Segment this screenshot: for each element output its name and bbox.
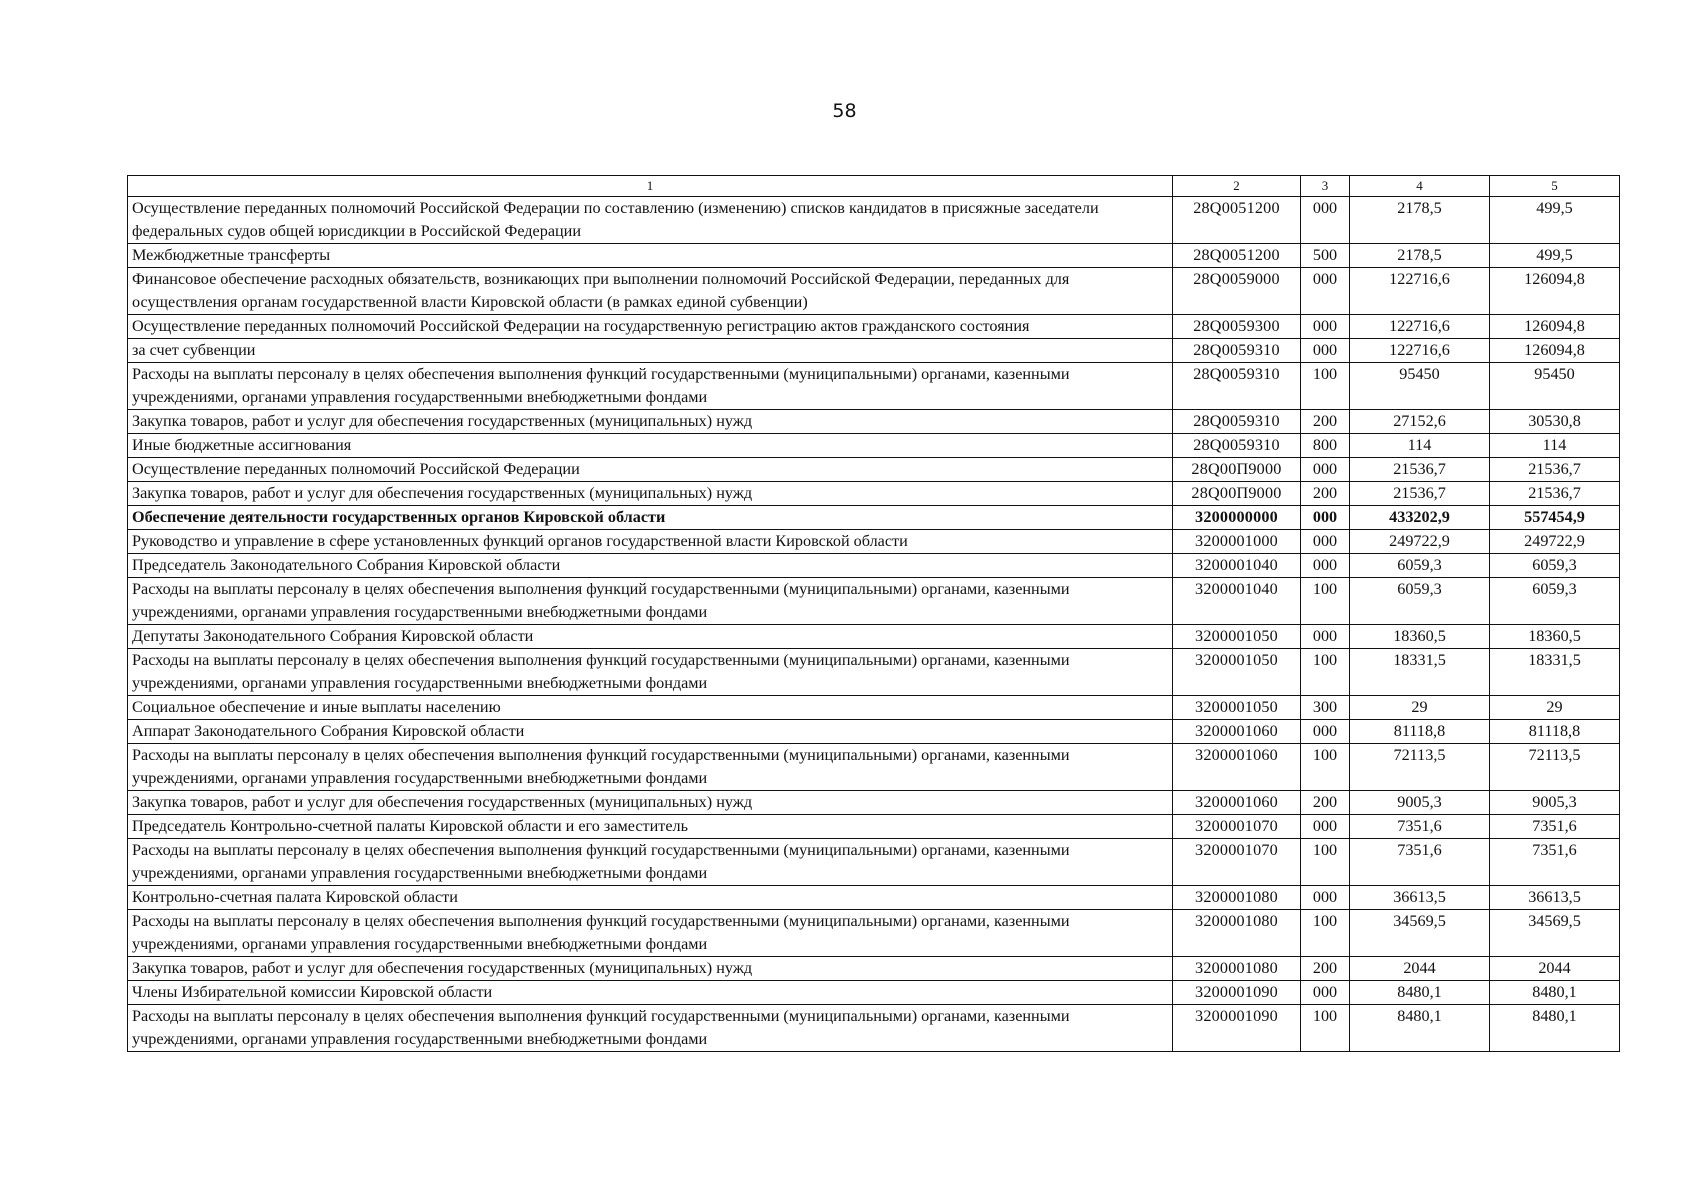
row-value-1-cell: 8480,1 bbox=[1350, 981, 1490, 1005]
row-name-cell: Осуществление переданных полномочий Российской Федерации по составлению (изменению) списков кандидатов в присяжные заседатели федеральных судов общей юрисдикции в Российской Федерации bbox=[128, 197, 1173, 244]
row-code-cell: 3200001000 bbox=[1173, 530, 1301, 554]
row-name-cell: Расходы на выплаты персоналу в целях обеспечения выполнения функций государственными (муниципальными) органами, казенными учреждениями, органами управления государственными внебюджетными фондами bbox=[128, 744, 1173, 791]
header-col-3: 3 bbox=[1301, 176, 1350, 197]
row-value-2-cell: 18331,5 bbox=[1490, 649, 1620, 696]
row-code-cell: 3200001060 bbox=[1173, 720, 1301, 744]
row-value-1-cell: 95450 bbox=[1350, 363, 1490, 410]
header-col-1: 1 bbox=[128, 176, 1173, 197]
table-row bbox=[128, 530, 1620, 554]
row-value-1-cell: 2044 bbox=[1350, 957, 1490, 981]
table-row bbox=[128, 839, 1620, 886]
table-row bbox=[128, 649, 1620, 696]
table-row bbox=[128, 197, 1620, 244]
row-value-2-cell: 36613,5 bbox=[1490, 886, 1620, 910]
row-code-cell: 3200001070 bbox=[1173, 839, 1301, 886]
table-row bbox=[128, 506, 1620, 530]
row-code-cell: 3200000000 bbox=[1173, 506, 1301, 530]
row-value-1-cell: 2178,5 bbox=[1350, 197, 1490, 244]
row-type-cell: 000 bbox=[1301, 458, 1350, 482]
row-code-cell: 28Q00П9000 bbox=[1173, 458, 1301, 482]
row-code-cell: 28Q0059000 bbox=[1173, 268, 1301, 315]
table-row bbox=[128, 720, 1620, 744]
row-value-2-cell: 29 bbox=[1490, 696, 1620, 720]
row-value-1-cell: 29 bbox=[1350, 696, 1490, 720]
row-name-cell: Расходы на выплаты персоналу в целях обеспечения выполнения функций государственными (муниципальными) органами, казенными учреждениями, органами управления государственными внебюджетными фондами bbox=[128, 910, 1173, 957]
row-value-2-cell: 34569,5 bbox=[1490, 910, 1620, 957]
row-value-1-cell: 18360,5 bbox=[1350, 625, 1490, 649]
row-value-2-cell: 126094,8 bbox=[1490, 315, 1620, 339]
row-value-2-cell: 18360,5 bbox=[1490, 625, 1620, 649]
table-row bbox=[128, 1005, 1620, 1052]
row-type-cell: 100 bbox=[1301, 839, 1350, 886]
row-code-cell: 28Q0051200 bbox=[1173, 197, 1301, 244]
row-value-1-cell: 114 bbox=[1350, 434, 1490, 458]
row-code-cell: 28Q0059310 bbox=[1173, 434, 1301, 458]
row-type-cell: 200 bbox=[1301, 957, 1350, 981]
row-value-2-cell: 557454,9 bbox=[1490, 506, 1620, 530]
row-type-cell: 000 bbox=[1301, 268, 1350, 315]
row-value-1-cell: 122716,6 bbox=[1350, 268, 1490, 315]
row-value-1-cell: 249722,9 bbox=[1350, 530, 1490, 554]
row-name-cell: Закупка товаров, работ и услуг для обеспечения государственных (муниципальных) нужд bbox=[128, 410, 1173, 434]
row-value-2-cell: 8480,1 bbox=[1490, 1005, 1620, 1052]
table-row bbox=[128, 625, 1620, 649]
row-code-cell: 28Q0059310 bbox=[1173, 410, 1301, 434]
row-code-cell: 3200001040 bbox=[1173, 554, 1301, 578]
table-row bbox=[128, 434, 1620, 458]
header-col-2: 2 bbox=[1173, 176, 1301, 197]
row-value-1-cell: 18331,5 bbox=[1350, 649, 1490, 696]
row-code-cell: 3200001060 bbox=[1173, 744, 1301, 791]
table-row bbox=[128, 815, 1620, 839]
row-type-cell: 100 bbox=[1301, 744, 1350, 791]
table-row bbox=[128, 910, 1620, 957]
header-col-4: 4 bbox=[1350, 176, 1490, 197]
row-code-cell: 28Q00П9000 bbox=[1173, 482, 1301, 506]
row-type-cell: 000 bbox=[1301, 506, 1350, 530]
row-value-2-cell: 81118,8 bbox=[1490, 720, 1620, 744]
row-type-cell: 200 bbox=[1301, 791, 1350, 815]
row-name-cell: Члены Избирательной комиссии Кировской области bbox=[128, 981, 1173, 1005]
row-type-cell: 000 bbox=[1301, 886, 1350, 910]
table-row bbox=[128, 268, 1620, 315]
row-value-2-cell: 7351,6 bbox=[1490, 815, 1620, 839]
row-code-cell: 3200001050 bbox=[1173, 696, 1301, 720]
row-code-cell: 3200001080 bbox=[1173, 910, 1301, 957]
row-value-1-cell: 9005,3 bbox=[1350, 791, 1490, 815]
row-name-cell: Председатель Законодательного Собрания Кировской области bbox=[128, 554, 1173, 578]
row-type-cell: 000 bbox=[1301, 625, 1350, 649]
row-value-1-cell: 8480,1 bbox=[1350, 1005, 1490, 1052]
row-value-2-cell: 7351,6 bbox=[1490, 839, 1620, 886]
row-code-cell: 28Q0059310 bbox=[1173, 339, 1301, 363]
row-type-cell: 200 bbox=[1301, 482, 1350, 506]
row-code-cell: 3200001090 bbox=[1173, 981, 1301, 1005]
row-code-cell: 28Q0051200 bbox=[1173, 244, 1301, 268]
header-col-5: 5 bbox=[1490, 176, 1620, 197]
row-value-1-cell: 433202,9 bbox=[1350, 506, 1490, 530]
row-value-1-cell: 122716,6 bbox=[1350, 339, 1490, 363]
row-value-2-cell: 21536,7 bbox=[1490, 458, 1620, 482]
row-code-cell: 3200001080 bbox=[1173, 957, 1301, 981]
row-name-cell: Контрольно-счетная палата Кировской области bbox=[128, 886, 1173, 910]
table-row bbox=[128, 744, 1620, 791]
row-value-1-cell: 34569,5 bbox=[1350, 910, 1490, 957]
row-value-2-cell: 72113,5 bbox=[1490, 744, 1620, 791]
row-type-cell: 100 bbox=[1301, 578, 1350, 625]
row-code-cell: 3200001040 bbox=[1173, 578, 1301, 625]
row-value-1-cell: 7351,6 bbox=[1350, 839, 1490, 886]
row-code-cell: 3200001050 bbox=[1173, 649, 1301, 696]
page-number: 58 bbox=[832, 100, 857, 122]
row-name-cell: Председатель Контрольно-счетной палаты Кировской области и его заместитель bbox=[128, 815, 1173, 839]
row-type-cell: 000 bbox=[1301, 315, 1350, 339]
row-value-1-cell: 6059,3 bbox=[1350, 554, 1490, 578]
row-type-cell: 200 bbox=[1301, 410, 1350, 434]
row-value-2-cell: 21536,7 bbox=[1490, 482, 1620, 506]
row-value-1-cell: 6059,3 bbox=[1350, 578, 1490, 625]
table-row bbox=[128, 578, 1620, 625]
row-name-cell: Расходы на выплаты персоналу в целях обеспечения выполнения функций государственными (муниципальными) органами, казенными учреждениями, органами управления государственными внебюджетными фондами bbox=[128, 578, 1173, 625]
row-value-1-cell: 27152,6 bbox=[1350, 410, 1490, 434]
table-row bbox=[128, 410, 1620, 434]
table-row bbox=[128, 696, 1620, 720]
row-code-cell: 28Q0059310 bbox=[1173, 363, 1301, 410]
row-value-2-cell: 499,5 bbox=[1490, 244, 1620, 268]
table-body bbox=[128, 197, 1620, 1052]
row-type-cell: 000 bbox=[1301, 197, 1350, 244]
row-value-1-cell: 81118,8 bbox=[1350, 720, 1490, 744]
table-row bbox=[128, 554, 1620, 578]
table-row bbox=[128, 339, 1620, 363]
row-type-cell: 000 bbox=[1301, 530, 1350, 554]
row-name-cell: Депутаты Законодательного Собрания Кировской области bbox=[128, 625, 1173, 649]
row-value-2-cell: 114 bbox=[1490, 434, 1620, 458]
row-value-2-cell: 6059,3 bbox=[1490, 578, 1620, 625]
row-name-cell: Расходы на выплаты персоналу в целях обеспечения выполнения функций государственными (муниципальными) органами, казенными учреждениями, органами управления государственными внебюджетными фондами bbox=[128, 649, 1173, 696]
row-type-cell: 100 bbox=[1301, 910, 1350, 957]
row-code-cell: 28Q0059300 bbox=[1173, 315, 1301, 339]
row-name-cell: Обеспечение деятельности государственных органов Кировской области bbox=[128, 506, 1173, 530]
row-type-cell: 100 bbox=[1301, 1005, 1350, 1052]
row-name-cell: Осуществление переданных полномочий Российской Федерации на государственную регистрацию актов гражданского состояния bbox=[128, 315, 1173, 339]
row-value-2-cell: 30530,8 bbox=[1490, 410, 1620, 434]
row-code-cell: 3200001060 bbox=[1173, 791, 1301, 815]
row-value-1-cell: 72113,5 bbox=[1350, 744, 1490, 791]
row-name-cell: Расходы на выплаты персоналу в целях обеспечения выполнения функций государственными (муниципальными) органами, казенными учреждениями, органами управления государственными внебюджетными фондами bbox=[128, 1005, 1173, 1052]
table-row bbox=[128, 957, 1620, 981]
row-value-2-cell: 2044 bbox=[1490, 957, 1620, 981]
table-row bbox=[128, 458, 1620, 482]
row-type-cell: 300 bbox=[1301, 696, 1350, 720]
row-type-cell: 000 bbox=[1301, 981, 1350, 1005]
row-name-cell: Иные бюджетные ассигнования bbox=[128, 434, 1173, 458]
row-value-2-cell: 8480,1 bbox=[1490, 981, 1620, 1005]
row-name-cell: Закупка товаров, работ и услуг для обеспечения государственных (муниципальных) нужд bbox=[128, 957, 1173, 981]
row-value-2-cell: 499,5 bbox=[1490, 197, 1620, 244]
row-value-1-cell: 7351,6 bbox=[1350, 815, 1490, 839]
row-name-cell: Финансовое обеспечение расходных обязательств, возникающих при выполнении полномочий Российской Федерации, переданных для осуществления органам государственной власти Кировской области (в рамках единой субвенции) bbox=[128, 268, 1173, 315]
row-value-1-cell: 21536,7 bbox=[1350, 458, 1490, 482]
row-value-2-cell: 6059,3 bbox=[1490, 554, 1620, 578]
row-type-cell: 000 bbox=[1301, 339, 1350, 363]
row-name-cell: Закупка товаров, работ и услуг для обеспечения государственных (муниципальных) нужд bbox=[128, 482, 1173, 506]
row-code-cell: 3200001090 bbox=[1173, 1005, 1301, 1052]
row-type-cell: 000 bbox=[1301, 554, 1350, 578]
row-value-1-cell: 36613,5 bbox=[1350, 886, 1490, 910]
row-type-cell: 100 bbox=[1301, 649, 1350, 696]
header-row bbox=[128, 176, 1620, 197]
table-row bbox=[128, 482, 1620, 506]
row-name-cell: Закупка товаров, работ и услуг для обеспечения государственных (муниципальных) нужд bbox=[128, 791, 1173, 815]
row-value-2-cell: 126094,8 bbox=[1490, 268, 1620, 315]
row-value-2-cell: 9005,3 bbox=[1490, 791, 1620, 815]
row-name-cell: Аппарат Законодательного Собрания Кировской области bbox=[128, 720, 1173, 744]
table-row bbox=[128, 363, 1620, 410]
row-value-1-cell: 21536,7 bbox=[1350, 482, 1490, 506]
table-row bbox=[128, 981, 1620, 1005]
row-name-cell: Осуществление переданных полномочий Российской Федерации bbox=[128, 458, 1173, 482]
row-value-2-cell: 126094,8 bbox=[1490, 339, 1620, 363]
row-name-cell: Межбюджетные трансферты bbox=[128, 244, 1173, 268]
row-value-2-cell: 249722,9 bbox=[1490, 530, 1620, 554]
row-value-2-cell: 95450 bbox=[1490, 363, 1620, 410]
row-value-1-cell: 2178,5 bbox=[1350, 244, 1490, 268]
row-name-cell: Расходы на выплаты персоналу в целях обеспечения выполнения функций государственными (муниципальными) органами, казенными учреждениями, органами управления государственными внебюджетными фондами bbox=[128, 363, 1173, 410]
budget-table bbox=[127, 175, 1620, 1052]
table-row bbox=[128, 244, 1620, 268]
row-name-cell: Социальное обеспечение и иные выплаты населению bbox=[128, 696, 1173, 720]
row-type-cell: 500 bbox=[1301, 244, 1350, 268]
table-row bbox=[128, 791, 1620, 815]
row-value-1-cell: 122716,6 bbox=[1350, 315, 1490, 339]
row-code-cell: 3200001050 bbox=[1173, 625, 1301, 649]
row-type-cell: 800 bbox=[1301, 434, 1350, 458]
table-row bbox=[128, 315, 1620, 339]
row-code-cell: 3200001070 bbox=[1173, 815, 1301, 839]
row-name-cell: за счет субвенции bbox=[128, 339, 1173, 363]
row-name-cell: Руководство и управление в сфере установленных функций органов государственной власти Кировской области bbox=[128, 530, 1173, 554]
row-code-cell: 3200001080 bbox=[1173, 886, 1301, 910]
row-type-cell: 000 bbox=[1301, 720, 1350, 744]
row-type-cell: 000 bbox=[1301, 815, 1350, 839]
row-type-cell: 100 bbox=[1301, 363, 1350, 410]
row-name-cell: Расходы на выплаты персоналу в целях обеспечения выполнения функций государственными (муниципальными) органами, казенными учреждениями, органами управления государственными внебюджетными фондами bbox=[128, 839, 1173, 886]
table-row bbox=[128, 886, 1620, 910]
